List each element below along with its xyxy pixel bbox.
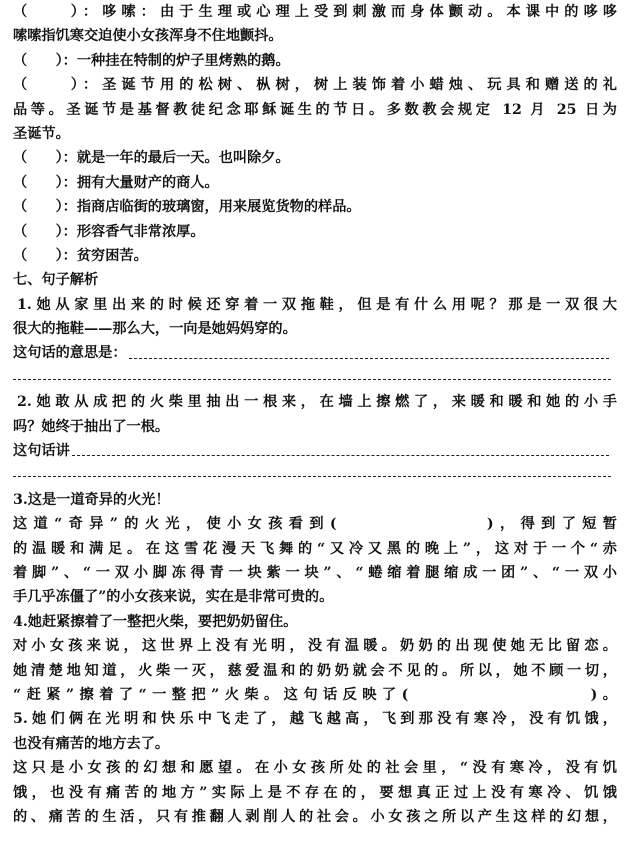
sentence-4-analysis-line1: 对小女孩来说，这世界上没有光明，没有温暖。奶奶的出现使她无比留恋。 xyxy=(13,638,617,655)
vocab-item-christmas-tree-line3: 圣诞节。 xyxy=(13,125,70,142)
sentence-4-title: 4.她赶紧擦着了一整把火柴，要把奶奶留住。 xyxy=(13,613,298,630)
vocab-item-rich-merchant: （ ）：拥有大量财产的商人。 xyxy=(13,174,219,191)
sentence-5-analysis-line3: 的、痛苦的生活，只有推翻人剥削人的社会。小女孩之所以产生这样的幻想， xyxy=(13,808,617,825)
answer-prompt-2: 这句话讲 xyxy=(13,443,70,460)
answer-blank-2[interactable] xyxy=(72,455,609,456)
vocab-item-roast-goose: （ ）：一种挂在特制的炉子里烤熟的鹅。 xyxy=(13,52,290,69)
vocab-item-christmas-tree-line2: 品等。圣诞节是基督教徒纪念耶稣诞生的节日。多数教会规定 12 月 25 日为 xyxy=(13,101,617,118)
sentence-4-analysis-line2: 她清楚地知道，火柴一灭，慈爱温和的奶奶就会不见的。所以，她不顾一切， xyxy=(13,662,617,679)
vocab-item-poverty: （ ）：贫穷困苦。 xyxy=(13,247,148,264)
sentence-1-line1: 1.她从家里出来的时候还穿着一双拖鞋，但是有什么用呢？那是一双很大 xyxy=(17,296,617,313)
vocab-item-new-years-eve: （ ）：就是一年的最后一天。也叫除夕。 xyxy=(13,150,290,167)
section-heading-sentence-analysis: 七、句子解析 xyxy=(13,272,99,289)
vocab-item-duosuo-line1: （ ）：哆嗦：由于生理或心理上受到刺激而身体颤动。本课中的哆哆 xyxy=(13,4,617,20)
sentence-2-line1: 2.她敢从成把的火柴里抽出一根来，在墙上擦燃了，来暖和暖和她的小手 xyxy=(17,394,617,411)
sentence-4-analysis-line3: “赶紧”擦着了“一整把”火柴。这句话反映了( )。 xyxy=(13,686,617,703)
sentence-2-line2: 吗？她终于抽出了一根。 xyxy=(13,418,170,435)
answer-prompt-1: 这句话的意思是： xyxy=(13,345,127,362)
answer-line-1[interactable] xyxy=(13,341,617,365)
sentence-5-analysis-line2: 饿，也没有痛苦的地方”实际上是不存在的，要想真正过上没有寒冷、饥饿 xyxy=(13,784,617,801)
answer-blank-1[interactable] xyxy=(129,358,609,359)
answer-line-2[interactable] xyxy=(13,439,617,463)
sentence-3-analysis-line2: 的温暖和满足。在这雪花漫天飞舞的“又冷又黑的晚上”，这对于一个“赤 xyxy=(13,540,617,557)
sentence-5-title-line2: 也没有痛苦的地方去了。 xyxy=(13,735,170,752)
sentence-3-title: 3.这是一道奇异的火光！ xyxy=(13,491,170,508)
sentence-3-analysis-line4: 手几乎冻僵了”的小女孩来说，实在是非常可贵的。 xyxy=(13,589,334,606)
sentence-5-analysis-line1: 这只是小女孩的幻想和愿望。在小女孩所处的社会里，“没有寒冷，没有饥 xyxy=(13,760,617,777)
answer-rule-1[interactable] xyxy=(13,366,617,390)
sentence-5-title-line1: 5.她们俩在光明和快乐中飞走了，越飞越高，飞到那没有寒冷，没有饥饿， xyxy=(13,711,617,728)
vocab-item-shop-window: （ ）：指商店临街的玻璃窗，用来展览货物的样品。 xyxy=(13,199,361,216)
vocab-item-duosuo-line2: 嗦嗦指饥寒交迫使小女孩浑身不住地颤抖。 xyxy=(13,28,283,45)
sentence-3-analysis-line3: 着脚”、“一双小脚冻得青一块紫一块”、“蜷缩着腿缩成一团”、“一双小 xyxy=(13,564,617,581)
answer-rule-2[interactable] xyxy=(13,463,617,487)
sentence-1-line2: 很大的拖鞋——那么大，一向是她妈妈穿的。 xyxy=(13,321,297,338)
vocab-item-christmas-tree-line1: （ ）：圣诞节用的松树、枞树，树上装饰着小蜡烛、玩具和赠送的礼 xyxy=(13,77,617,94)
sentence-3-analysis-line1: 这道“奇异”的火光，使小女孩看到( )，得到了短暂 xyxy=(13,516,617,533)
vocab-item-fragrance: （ ）：形容香气非常浓厚。 xyxy=(13,223,205,240)
